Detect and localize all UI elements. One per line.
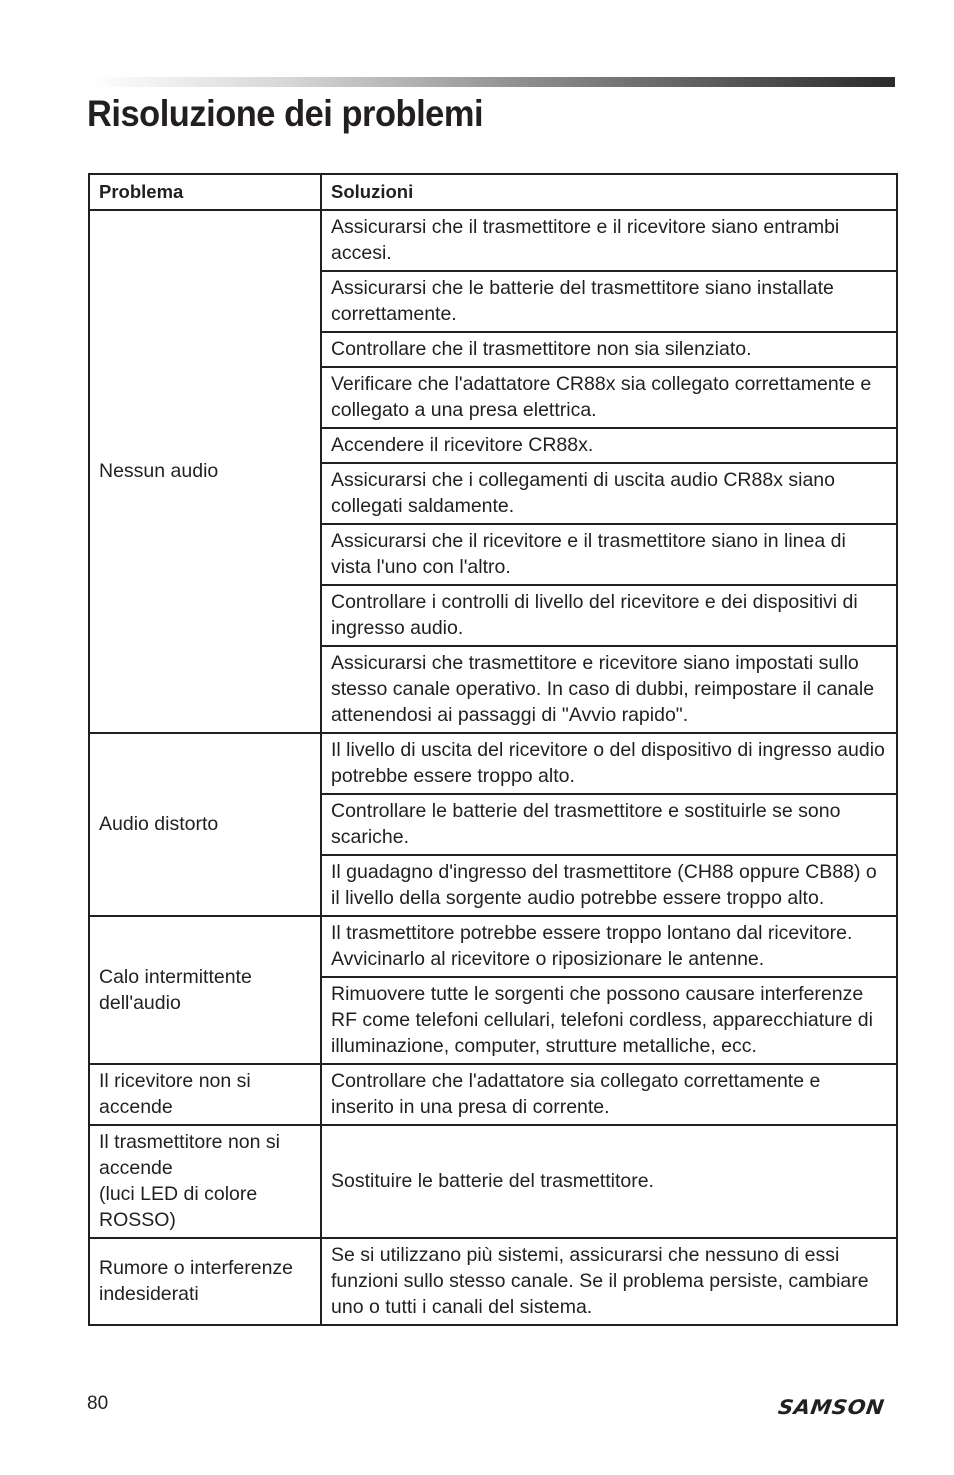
- table-row: [89, 1238, 897, 1325]
- table-row: [89, 916, 897, 977]
- problem-cell: Il ricevitore non si accende: [89, 1064, 321, 1125]
- problem-cell: Rumore o interferenze indesiderati: [89, 1238, 321, 1325]
- column-header-solutions: Soluzioni: [321, 174, 897, 210]
- table-row: [89, 733, 897, 794]
- solution-cell: Controllare che il trasmettitore non sia silenziato.: [321, 332, 897, 367]
- solution-cell: Controllare le batterie del trasmettitore e sostituirle se sono scariche.: [321, 794, 897, 855]
- solution-cell: Il livello di uscita del ricevitore o del dispositivo di ingresso audio potrebbe essere troppo alto.: [321, 733, 897, 794]
- problem-cell: Il trasmettitore non si accende (luci LED di colore ROSSO): [89, 1125, 321, 1238]
- table-row: [89, 1125, 897, 1238]
- troubleshooting-table: [88, 173, 898, 1326]
- solution-cell: Il trasmettitore potrebbe essere troppo lontano dal ricevitore. Avvicinarlo al ricevitore o riposizionare le antenne.: [321, 916, 897, 977]
- solution-cell: Assicurarsi che le batterie del trasmettitore siano installate correttamente.: [321, 271, 897, 332]
- problem-cell: Nessun audio: [89, 210, 321, 733]
- table-row: [89, 210, 897, 271]
- page-number: 80: [87, 1393, 109, 1414]
- problem-cell: Calo intermittente dell'audio: [89, 916, 321, 1064]
- solution-cell: Assicurarsi che trasmettitore e ricevitore siano impostati sullo stesso canale operativo. In caso di dubbi, reimpostare il canale attenendosi ai passaggi di "Avvio rapido".: [321, 646, 897, 733]
- solution-cell: Accendere il ricevitore CR88x.: [321, 428, 897, 463]
- table-header-row: [89, 174, 897, 210]
- solution-cell: Assicurarsi che il ricevitore e il trasmettitore siano in linea di vista l'uno con l'altro.: [321, 524, 897, 585]
- solution-cell: Assicurarsi che il trasmettitore e il ricevitore siano entrambi accesi.: [321, 210, 897, 271]
- solution-cell: Controllare i controlli di livello del ricevitore e dei dispositivi di ingresso audio.: [321, 585, 897, 646]
- table-row: [89, 1064, 897, 1125]
- solution-cell: Rimuovere tutte le sorgenti che possono causare interferenze RF come telefoni cellulari, telefoni cordless, apparecchiature di illuminazione, computer, strutture metalliche, ecc.: [321, 977, 897, 1064]
- problem-cell: Audio distorto: [89, 733, 321, 916]
- page-title: Risoluzione dei problemi: [87, 93, 484, 134]
- header-gradient-bar: [88, 77, 895, 87]
- solution-cell: Il guadagno d'ingresso del trasmettitore (CH88 oppure CB88) o il livello della sorgente audio potrebbe essere troppo alto.: [321, 855, 897, 916]
- samson-logo: SAMSON: [776, 1395, 886, 1419]
- table-body: [89, 210, 897, 1325]
- solution-cell: Se si utilizzano più sistemi, assicurarsi che nessuno di essi funzioni sullo stesso canale. Se il problema persiste, cambiare uno o tutti i canali del sistema.: [321, 1238, 897, 1325]
- column-header-problem: Problema: [89, 174, 321, 210]
- solution-cell: Controllare che l'adattatore sia collegato correttamente e inserito in una presa di corrente.: [321, 1064, 897, 1125]
- solution-cell: Verificare che l'adattatore CR88x sia collegato correttamente e collegato a una presa elettrica.: [321, 367, 897, 428]
- solution-cell: Assicurarsi che i collegamenti di uscita audio CR88x siano collegati saldamente.: [321, 463, 897, 524]
- solution-cell: Sostituire le batterie del trasmettitore.: [321, 1125, 897, 1238]
